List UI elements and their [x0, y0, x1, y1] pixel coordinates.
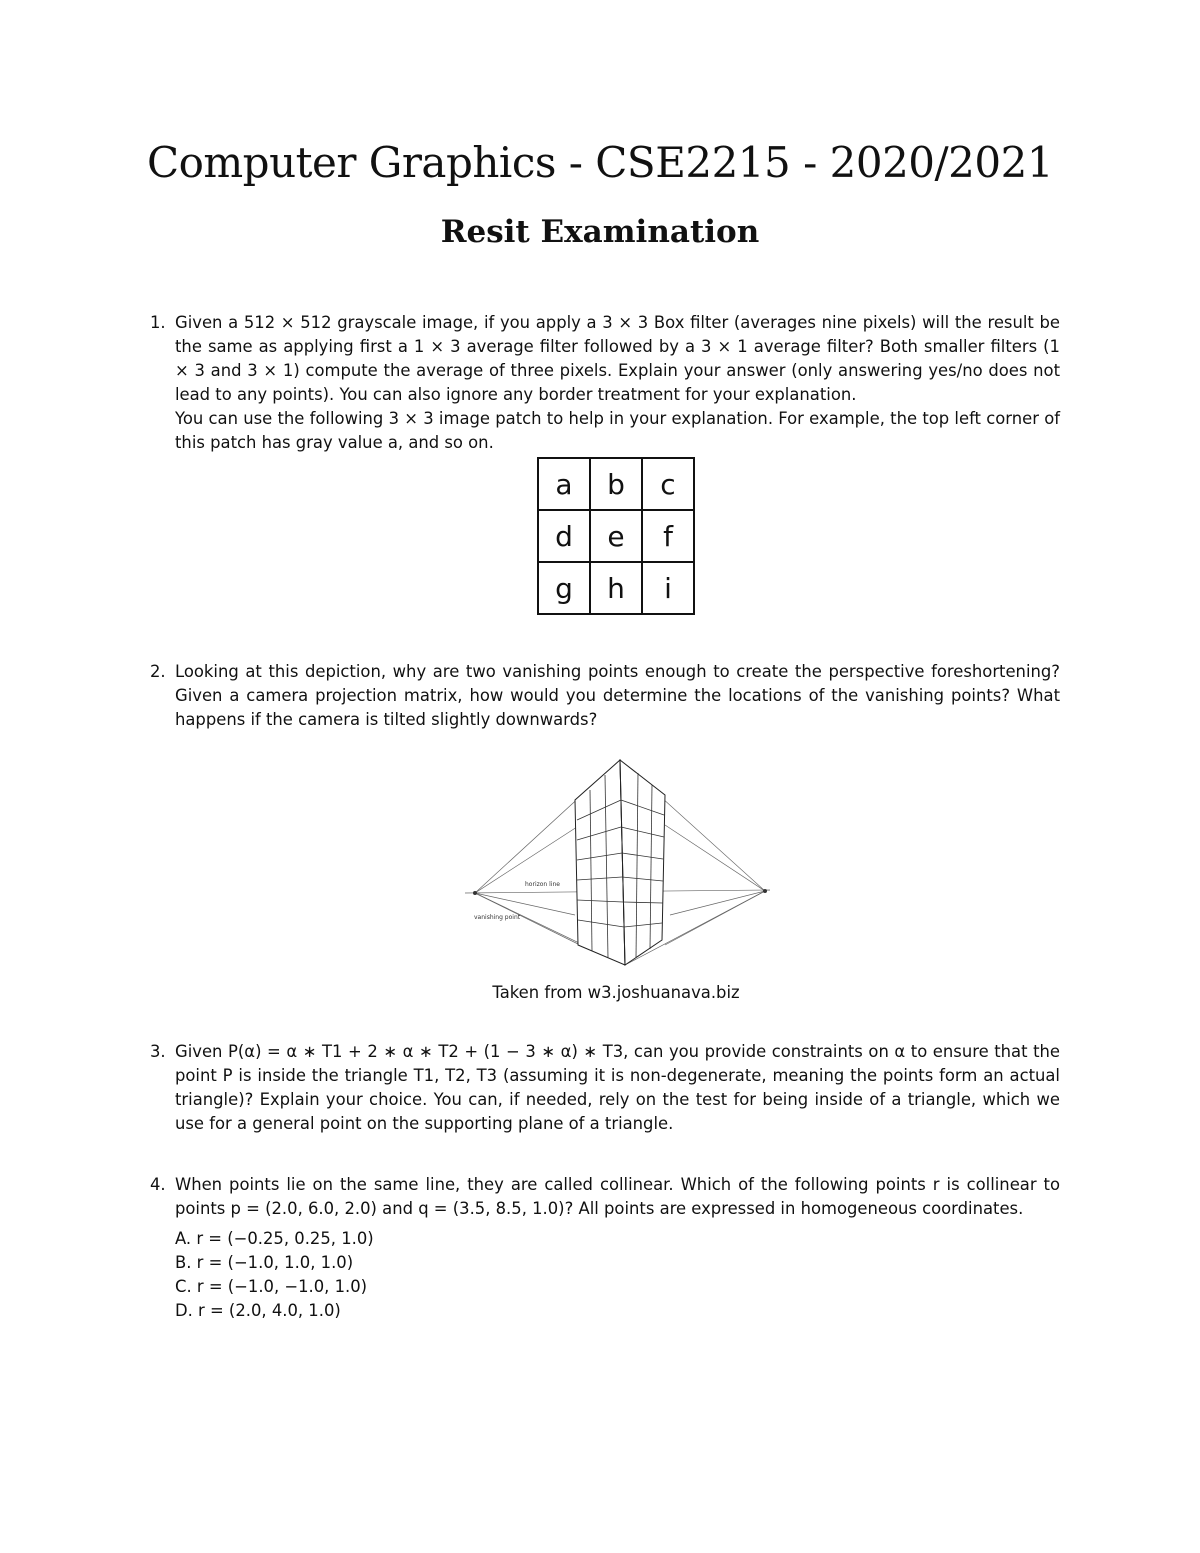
option-d: D. r = (2.0, 4.0, 1.0) [175, 1301, 341, 1320]
answer-options [175, 1227, 1060, 1323]
question-text-continued: You can use the following 3 × 3 image patch to help in your explanation. For example, the top left corner of this patch has gray value a, and so on. [175, 409, 1060, 452]
building-left-face [575, 760, 625, 965]
image-patch-grid [537, 457, 695, 615]
patch-cell: h [590, 562, 642, 614]
question-text: Looking at this depiction, why are two vanishing points enough to create the perspective foreshortening? Given a camera projection matrix, how would you determine the locations of the vanishing points? What happens if the camera is tilted slightly downwards? [175, 662, 1060, 729]
two-point-perspective-figure [460, 755, 780, 970]
option-a: A. r = (−0.25, 0.25, 1.0) [175, 1229, 374, 1248]
right-vanishing-point [763, 889, 767, 893]
horizon-label: horizon line [525, 881, 560, 888]
patch-cell: e [590, 510, 642, 562]
question-number: 1. [150, 313, 166, 332]
patch-cell: a [538, 458, 590, 510]
question-text: Given a 512 × 512 grayscale image, if you apply a 3 × 3 Box filter (averages nine pixels) will the result be the same as applying first a 1 × 3 average filter followed by a 3 × 1 average filter? Both smaller filters (1 × 3 and 3 × 1) compute the average of three pixels. Explain your answer (only answering yes/no does not lead to any points). You can also ignore any border treatment for your explanation. [175, 313, 1060, 404]
patch-cell: g [538, 562, 590, 614]
question-number: 3. [150, 1042, 166, 1061]
option-b: B. r = (−1.0, 1.0, 1.0) [175, 1253, 354, 1272]
exam-subtitle: Resit Examination [440, 214, 760, 250]
left-vanishing-point [473, 891, 477, 895]
option-c: C. r = (−1.0, −1.0, 1.0) [175, 1277, 368, 1296]
patch-cell: i [642, 562, 694, 614]
question-number: 2. [150, 662, 166, 681]
question-number: 4. [150, 1175, 166, 1194]
exam-title: Computer Graphics - CSE2215 - 2020/2021 [146, 138, 1054, 187]
figure-caption: Taken from w3.joshuanava.biz [492, 983, 740, 1002]
question-3 [150, 1040, 1060, 1136]
question-1 [150, 311, 1060, 455]
question-4 [150, 1173, 1060, 1323]
question-text: Given P(α) = α ∗ T1 + 2 ∗ α ∗ T2 + (1 − 3 ∗ α) ∗ T3, can you provide constraints on α to ensure that the point P is inside the triangle T1, T2, T3 (assuming it is non-degenerate, meaning the points form an actual triangle)? Explain your choice. You can, if needed, rely on the test for being inside of a triangle, which we use for a general point on the supporting plane of a triangle. [175, 1042, 1060, 1133]
patch-cell: f [642, 510, 694, 562]
patch-cell: c [642, 458, 694, 510]
patch-cell: d [538, 510, 590, 562]
patch-cell: b [590, 458, 642, 510]
question-text: When points lie on the same line, they are called collinear. Which of the following points r is collinear to points p = (2.0, 6.0, 2.0) and q = (3.5, 8.5, 1.0)? All points are expressed in homogeneous coordinates. [175, 1175, 1060, 1218]
vanishing-point-label: vanishing point [474, 914, 521, 921]
question-2 [150, 660, 1060, 732]
building-right-face [620, 760, 665, 965]
